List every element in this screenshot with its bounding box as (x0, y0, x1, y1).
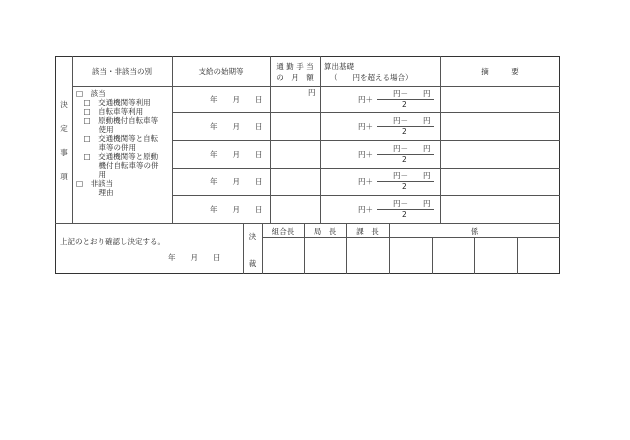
row-2-date[interactable]: 年 月 日 (210, 122, 263, 131)
eligibility-item: 使用 (76, 125, 114, 134)
eligibility-item[interactable]: □ 自転車等利用 (76, 107, 144, 116)
row-5-den: 2 (402, 210, 407, 219)
eligibility-item[interactable]: □ 原動機付自転車等 (76, 116, 159, 125)
header-basis-1: 算出基礎 (324, 62, 354, 71)
eligibility-item[interactable]: □ 該当 (76, 89, 106, 98)
header-basis-2: （ 円を超える場合） (330, 73, 413, 82)
header-start: 支給の始期等 (198, 67, 244, 76)
stamp-box-bureau-chief[interactable] (305, 238, 345, 273)
row-line-4 (172, 195, 560, 196)
row-3-num[interactable]: 円－ 円 (393, 144, 431, 153)
eligibility-item: 用 (76, 170, 106, 179)
header-remarks: 摘 要 (481, 67, 519, 76)
eligibility-item[interactable]: □ 交通機関等と原動 (76, 152, 159, 161)
side-label-1: 決 (60, 100, 68, 109)
amount-col-line (320, 56, 321, 223)
row-4-base[interactable]: 円＋ (358, 177, 373, 186)
side-label-4: 項 (60, 172, 68, 181)
row-4-num[interactable]: 円－ 円 (393, 171, 431, 180)
stamp-box-section-chief[interactable] (347, 238, 388, 273)
header-eligibility: 該当・非該当の別 (92, 67, 152, 76)
side-label-3: 事 (60, 148, 68, 157)
row-2-num[interactable]: 円－ 円 (393, 116, 431, 125)
confirm-text: 上記のとおり確認し決定する。 (60, 237, 165, 246)
eligibility-item: 理由 (76, 188, 114, 197)
stamp-box-union-head[interactable] (263, 238, 303, 273)
row-line-2 (172, 140, 560, 141)
row-5-date[interactable]: 年 月 日 (210, 205, 263, 214)
decision-label-1: 決 (248, 232, 257, 241)
row-2-base[interactable]: 円＋ (358, 122, 373, 131)
row-2-den: 2 (402, 127, 407, 136)
eligibility-item[interactable]: □ 非該当 (76, 179, 114, 188)
stamp-box-staff-2[interactable] (433, 238, 473, 273)
row-4-date[interactable]: 年 月 日 (210, 177, 263, 186)
row-1-base[interactable]: 円＋ (358, 95, 373, 104)
eligibility-item[interactable]: □ 交通機関等利用 (76, 98, 151, 107)
eligibility-col-line (172, 56, 173, 223)
approver-staff: 係 (470, 227, 479, 236)
eligibility-item: 車等の併用 (76, 143, 136, 152)
row-1-num[interactable]: 円－ 円 (393, 89, 431, 98)
approver-union-head: 組合長 (271, 227, 295, 236)
row-5-num[interactable]: 円－ 円 (393, 199, 431, 208)
row-5-base[interactable]: 円＋ (358, 205, 373, 214)
header-commute-amount-2: の 月 額 (276, 73, 314, 82)
confirm-date[interactable]: 年 月 日 (168, 253, 221, 262)
header-commute-amount-1: 通 勤 手 当 (276, 62, 314, 71)
row-line-3 (172, 168, 560, 169)
basis-col-line (440, 56, 441, 223)
header-bottom-line (72, 86, 560, 87)
approver-bureau-chief: 局 長 (313, 227, 337, 236)
stamp-box-staff-1[interactable] (390, 238, 431, 273)
eligibility-item[interactable]: □ 交通機関等と自転 (76, 134, 159, 143)
row-3-date[interactable]: 年 月 日 (210, 150, 263, 159)
row-1-yen[interactable]: 円 (308, 88, 316, 97)
row-1-date[interactable]: 年 月 日 (210, 95, 263, 104)
row-1-den: 2 (402, 100, 407, 109)
side-col-line (72, 56, 73, 223)
approver-section-chief: 課 長 (356, 227, 379, 236)
row-4-den: 2 (402, 182, 407, 191)
eligibility-list (76, 89, 159, 197)
decision-label-2: 裁 (248, 259, 257, 268)
stamp-box-staff-3[interactable] (475, 238, 516, 273)
body-bottom-line (55, 223, 560, 224)
row-line-1 (172, 112, 560, 113)
row-3-den: 2 (402, 155, 407, 164)
eligibility-item: 機付自転車等の併 (76, 161, 159, 170)
row-3-base[interactable]: 円＋ (358, 150, 373, 159)
stamp-box-staff-4[interactable] (518, 238, 559, 273)
side-label-2: 定 (60, 124, 68, 133)
